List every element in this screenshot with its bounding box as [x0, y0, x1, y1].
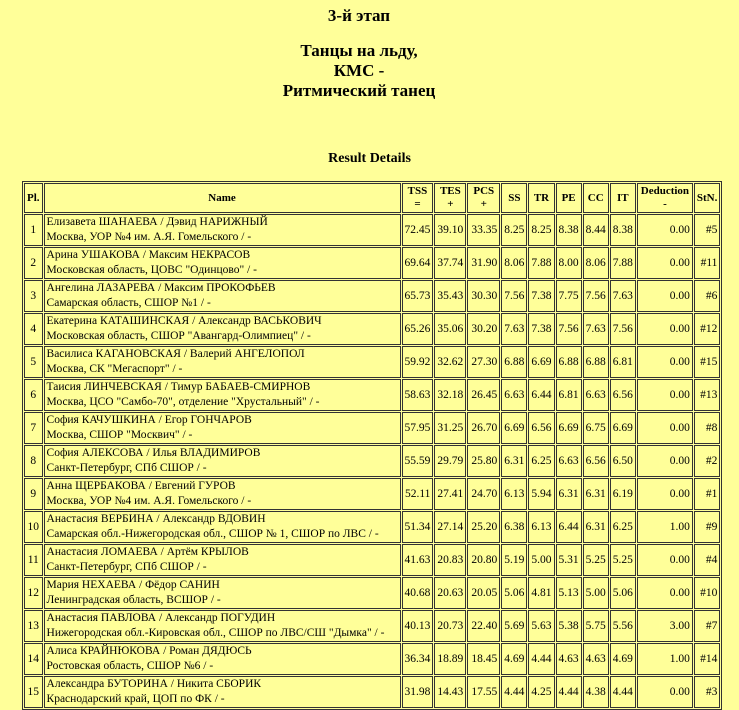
table-row — [24, 313, 720, 345]
competitor-names: Екатерина КАТАШИНСКАЯ / Александр ВАСЬКОВИЧ — [46, 315, 322, 327]
tes-cell: 35.43 — [434, 280, 466, 312]
competitor-club: Московская область, СШОР "Авангард-Олимпиец" / - — [46, 330, 311, 342]
tes-cell: 29.79 — [434, 445, 466, 477]
competitor-club: Ленинградская область, ВСШОР / - — [46, 594, 221, 606]
tss-cell: 40.13 — [402, 610, 434, 642]
tr-cell: 6.25 — [528, 445, 554, 477]
ss-cell: 6.31 — [501, 445, 527, 477]
tes-cell: 32.18 — [434, 379, 466, 411]
competitor-club: Москва, СК "Мегаспорт" / - — [46, 363, 183, 375]
deduction-cell: 0.00 — [637, 247, 693, 279]
it-cell: 4.44 — [610, 676, 636, 708]
tes-cell: 18.89 — [434, 643, 466, 675]
it-cell: 4.69 — [610, 643, 636, 675]
pcs-cell: 22.40 — [467, 610, 500, 642]
cc-cell: 6.75 — [583, 412, 609, 444]
tss-cell: 36.34 — [402, 643, 434, 675]
pcs-cell: 20.05 — [467, 577, 500, 609]
header-deduction: Deduction - — [637, 183, 693, 213]
competitor-cell — [44, 478, 401, 510]
place-cell: 1 — [24, 214, 43, 246]
tes-cell: 35.06 — [434, 313, 466, 345]
competitor-club: Самарская обл.-Нижегородская обл., СШОР № 1, СШОР по ЛВС / - — [46, 528, 379, 540]
competitor-names: Мария НЕХАЕВА / Фёдор САНИН — [46, 579, 220, 591]
it-cell: 6.25 — [610, 511, 636, 543]
competitor-names: Анастасия ВЕРБИНА / Александр ВДОВИН — [46, 513, 266, 525]
cc-cell: 7.63 — [583, 313, 609, 345]
pcs-cell: 26.45 — [467, 379, 500, 411]
competitor-cell — [44, 676, 401, 708]
pe-cell: 5.31 — [556, 544, 582, 576]
deduction-cell: 0.00 — [637, 346, 693, 378]
tes-cell: 37.74 — [434, 247, 466, 279]
it-cell: 5.25 — [610, 544, 636, 576]
place-cell: 8 — [24, 445, 43, 477]
tes-cell: 31.25 — [434, 412, 466, 444]
place-cell: 15 — [24, 676, 43, 708]
pe-cell: 8.38 — [556, 214, 582, 246]
tr-cell: 7.88 — [528, 247, 554, 279]
competitor-club: Санкт-Петербург, СПб СШОР / - — [46, 462, 207, 474]
tr-cell: 4.81 — [528, 577, 554, 609]
start-number-cell: #6 — [694, 280, 720, 312]
cc-cell: 6.31 — [583, 511, 609, 543]
competitor-names: Алиса КРАЙНЮКОВА / Роман ДЯДЮСЬ — [46, 645, 252, 657]
pe-cell: 6.31 — [556, 478, 582, 510]
competitor-cell — [44, 346, 401, 378]
deduction-cell: 0.00 — [637, 280, 693, 312]
competitor-names: Арина УШАКОВА / Максим НЕКРАСОВ — [46, 249, 251, 261]
ss-cell: 5.06 — [501, 577, 527, 609]
table-header-row — [24, 183, 720, 213]
deduction-cell: 0.00 — [637, 214, 693, 246]
it-cell: 5.56 — [610, 610, 636, 642]
competitor-names: Анастасия ЛОМАЕВА / Артём КРЫЛОВ — [46, 546, 249, 558]
competitor-cell — [44, 643, 401, 675]
header-it: IT — [610, 183, 636, 213]
competitor-cell — [44, 577, 401, 609]
it-cell: 6.81 — [610, 346, 636, 378]
tr-cell: 7.38 — [528, 313, 554, 345]
table-row — [24, 511, 720, 543]
start-number-cell: #5 — [694, 214, 720, 246]
tr-cell: 8.25 — [528, 214, 554, 246]
cc-cell: 6.31 — [583, 478, 609, 510]
place-cell: 4 — [24, 313, 43, 345]
tes-cell: 20.63 — [434, 577, 466, 609]
competitor-club: Самарская область, СШОР №1 / - — [46, 297, 211, 309]
header-stn: StN. — [694, 183, 720, 213]
competitor-club: Москва, УОР №4 им. А.Я. Гомельского / - — [46, 495, 252, 507]
pe-cell: 5.13 — [556, 577, 582, 609]
competitor-cell — [44, 214, 401, 246]
tr-cell: 6.13 — [528, 511, 554, 543]
competitor-cell — [44, 379, 401, 411]
it-cell: 5.06 — [610, 577, 636, 609]
start-number-cell: #1 — [694, 478, 720, 510]
pe-cell: 7.75 — [556, 280, 582, 312]
competitor-cell — [44, 610, 401, 642]
it-cell: 6.56 — [610, 379, 636, 411]
competitor-names: София АЛЕКСОВА / Илья ВЛАДИМИРОВ — [46, 447, 261, 459]
start-number-cell: #4 — [694, 544, 720, 576]
place-cell: 3 — [24, 280, 43, 312]
competitor-cell — [44, 544, 401, 576]
it-cell: 7.56 — [610, 313, 636, 345]
tss-cell: 72.45 — [402, 214, 434, 246]
tes-cell: 14.43 — [434, 676, 466, 708]
stage-title: 3-й этап — [327, 6, 391, 25]
competitor-names: Александра БУТОРИНА / Никита СБОРИК — [46, 678, 262, 690]
tss-cell: 65.26 — [402, 313, 434, 345]
pe-cell: 7.56 — [556, 313, 582, 345]
competitor-names: София КАЧУШКИНА / Егор ГОНЧАРОВ — [46, 414, 252, 426]
ss-cell: 8.06 — [501, 247, 527, 279]
place-cell: 12 — [24, 577, 43, 609]
pe-cell: 6.44 — [556, 511, 582, 543]
table-row — [24, 247, 720, 279]
results-table — [22, 181, 722, 710]
competitor-names: Василиса КАГАНОВСКАЯ / Валерий АНГЕЛОПОЛ — [46, 348, 305, 360]
tes-cell: 32.62 — [434, 346, 466, 378]
cc-cell: 4.63 — [583, 643, 609, 675]
tss-cell: 52.11 — [402, 478, 434, 510]
place-cell: 14 — [24, 643, 43, 675]
pcs-cell: 31.90 — [467, 247, 500, 279]
competitor-names: Анна ЩЕРБАКОВА / Евгений ГУРОВ — [46, 480, 236, 492]
place-cell: 7 — [24, 412, 43, 444]
pe-cell: 6.63 — [556, 445, 582, 477]
tr-cell: 5.00 — [528, 544, 554, 576]
pcs-cell: 18.45 — [467, 643, 500, 675]
deduction-cell: 0.00 — [637, 379, 693, 411]
tss-cell: 65.73 — [402, 280, 434, 312]
pcs-cell: 33.35 — [467, 214, 500, 246]
competitor-club: Москва, ЦСО "Самбо-70", отделение "Хрустальный" / - — [46, 396, 320, 408]
ss-cell: 8.25 — [501, 214, 527, 246]
results-table-body — [24, 214, 720, 708]
it-cell: 7.63 — [610, 280, 636, 312]
pcs-cell: 20.80 — [467, 544, 500, 576]
tr-cell: 4.44 — [528, 643, 554, 675]
ss-cell: 4.44 — [501, 676, 527, 708]
header-ss: SS — [501, 183, 527, 213]
cc-cell: 5.25 — [583, 544, 609, 576]
pcs-cell: 26.70 — [467, 412, 500, 444]
header-tes: TES + — [434, 183, 466, 213]
start-number-cell: #2 — [694, 445, 720, 477]
pcs-cell: 24.70 — [467, 478, 500, 510]
cc-cell: 4.38 — [583, 676, 609, 708]
ss-cell: 4.69 — [501, 643, 527, 675]
start-number-cell: #13 — [694, 379, 720, 411]
deduction-cell: 0.00 — [637, 577, 693, 609]
tss-cell: 41.63 — [402, 544, 434, 576]
competitor-cell — [44, 445, 401, 477]
place-cell: 2 — [24, 247, 43, 279]
table-row — [24, 379, 720, 411]
tr-cell: 6.44 — [528, 379, 554, 411]
cc-cell: 5.00 — [583, 577, 609, 609]
table-row — [24, 445, 720, 477]
cc-cell: 8.06 — [583, 247, 609, 279]
competitor-cell — [44, 313, 401, 345]
competitor-club: Московская область, ЦОВС "Одинцово" / - — [46, 264, 257, 276]
ss-cell: 6.13 — [501, 478, 527, 510]
deduction-cell: 0.00 — [637, 313, 693, 345]
place-cell: 13 — [24, 610, 43, 642]
start-number-cell: #9 — [694, 511, 720, 543]
deduction-cell: 0.00 — [637, 676, 693, 708]
table-row — [24, 544, 720, 576]
competitor-cell — [44, 511, 401, 543]
header-name: Name — [44, 183, 401, 213]
pcs-cell: 17.55 — [467, 676, 500, 708]
table-row — [24, 346, 720, 378]
deduction-cell: 0.00 — [637, 445, 693, 477]
table-row — [24, 676, 720, 708]
competitor-club: Москва, УОР №4 им. А.Я. Гомельского / - — [46, 231, 252, 243]
table-row — [24, 412, 720, 444]
tss-cell: 31.98 — [402, 676, 434, 708]
tss-cell: 51.34 — [402, 511, 434, 543]
place-cell: 6 — [24, 379, 43, 411]
competitor-names: Анастасия ПАВЛОВА / Александр ПОГУДИН — [46, 612, 276, 624]
cc-cell: 5.75 — [583, 610, 609, 642]
it-cell: 6.19 — [610, 478, 636, 510]
pe-cell: 4.44 — [556, 676, 582, 708]
deduction-cell: 1.00 — [637, 511, 693, 543]
start-number-cell: #3 — [694, 676, 720, 708]
tes-cell: 27.14 — [434, 511, 466, 543]
tss-cell: 40.68 — [402, 577, 434, 609]
tes-cell: 20.83 — [434, 544, 466, 576]
start-number-cell: #10 — [694, 577, 720, 609]
deduction-cell: 0.00 — [637, 478, 693, 510]
place-cell: 9 — [24, 478, 43, 510]
ss-cell: 6.63 — [501, 379, 527, 411]
header-tss: TSS = — [402, 183, 434, 213]
deduction-cell: 0.00 — [637, 412, 693, 444]
start-number-cell: #14 — [694, 643, 720, 675]
start-number-cell: #15 — [694, 346, 720, 378]
table-row — [24, 214, 720, 246]
cc-cell: 7.56 — [583, 280, 609, 312]
deduction-cell: 3.00 — [637, 610, 693, 642]
it-cell: 8.38 — [610, 214, 636, 246]
competitor-club: Санкт-Петербург, СПб СШОР / - — [46, 561, 207, 573]
competitor-names: Елизавета ШАНАЕВА / Дэвид НАРИЖНЫЙ — [46, 216, 268, 228]
deduction-cell: 1.00 — [637, 643, 693, 675]
competitor-names: Таисия ЛИНЧЕВСКАЯ / Тимур БАБАЕВ-СМИРНОВ — [46, 381, 311, 393]
pe-cell: 5.38 — [556, 610, 582, 642]
table-row — [24, 478, 720, 510]
cc-cell: 6.56 — [583, 445, 609, 477]
tr-cell: 5.94 — [528, 478, 554, 510]
result-details-heading: Result Details — [328, 151, 411, 166]
cc-cell: 8.44 — [583, 214, 609, 246]
cc-cell: 6.63 — [583, 379, 609, 411]
tr-cell: 6.56 — [528, 412, 554, 444]
start-number-cell: #7 — [694, 610, 720, 642]
place-cell: 11 — [24, 544, 43, 576]
start-number-cell: #8 — [694, 412, 720, 444]
pe-cell: 4.63 — [556, 643, 582, 675]
competitor-club: Нижегородская обл.-Кировская обл., СШОР по ЛВС/СШ "Дымка" / - — [46, 627, 385, 639]
ss-cell: 6.69 — [501, 412, 527, 444]
header-pcs: PCS + — [467, 183, 500, 213]
pcs-cell: 27.30 — [467, 346, 500, 378]
ss-cell: 7.63 — [501, 313, 527, 345]
tr-cell: 5.63 — [528, 610, 554, 642]
pcs-cell: 30.30 — [467, 280, 500, 312]
tes-cell: 39.10 — [434, 214, 466, 246]
place-cell: 10 — [24, 511, 43, 543]
ss-cell: 5.19 — [501, 544, 527, 576]
tes-cell: 27.41 — [434, 478, 466, 510]
ss-cell: 7.56 — [501, 280, 527, 312]
header-pl: Pl. — [24, 183, 43, 213]
ss-cell: 6.38 — [501, 511, 527, 543]
tss-cell: 55.59 — [402, 445, 434, 477]
start-number-cell: #11 — [694, 247, 720, 279]
it-cell: 6.69 — [610, 412, 636, 444]
tss-cell: 57.95 — [402, 412, 434, 444]
pcs-cell: 30.20 — [467, 313, 500, 345]
table-row — [24, 577, 720, 609]
event-title: Танцы на льду, КМС - Ритмический танец — [282, 41, 436, 100]
table-row — [24, 643, 720, 675]
header-pe: PE — [556, 183, 582, 213]
tes-cell: 20.73 — [434, 610, 466, 642]
tr-cell: 7.38 — [528, 280, 554, 312]
competitor-club: Краснодарский край, ЦОП по ФК / - — [46, 693, 225, 705]
header-tr: TR — [528, 183, 554, 213]
pcs-cell: 25.80 — [467, 445, 500, 477]
tss-cell: 69.64 — [402, 247, 434, 279]
competitor-club: Москва, СШОР "Москвич" / - — [46, 429, 193, 441]
pcs-cell: 25.20 — [467, 511, 500, 543]
competitor-cell — [44, 412, 401, 444]
ss-cell: 6.88 — [501, 346, 527, 378]
cc-cell: 6.88 — [583, 346, 609, 378]
pe-cell: 6.81 — [556, 379, 582, 411]
pe-cell: 8.00 — [556, 247, 582, 279]
ss-cell: 5.69 — [501, 610, 527, 642]
tss-cell: 59.92 — [402, 346, 434, 378]
tr-cell: 4.25 — [528, 676, 554, 708]
tss-cell: 58.63 — [402, 379, 434, 411]
deduction-cell: 0.00 — [637, 544, 693, 576]
competitor-names: Ангелина ЛАЗАРЕВА / Максим ПРОКОФЬЕВ — [46, 282, 276, 294]
it-cell: 6.50 — [610, 445, 636, 477]
it-cell: 7.88 — [610, 247, 636, 279]
competitor-cell — [44, 280, 401, 312]
table-row — [24, 280, 720, 312]
header-cc: CC — [583, 183, 609, 213]
start-number-cell: #12 — [694, 313, 720, 345]
competitor-cell — [44, 247, 401, 279]
pe-cell: 6.69 — [556, 412, 582, 444]
place-cell: 5 — [24, 346, 43, 378]
pe-cell: 6.88 — [556, 346, 582, 378]
tr-cell: 6.69 — [528, 346, 554, 378]
competitor-club: Ростовская область, СШОР №6 / - — [46, 660, 214, 672]
table-row — [24, 610, 720, 642]
